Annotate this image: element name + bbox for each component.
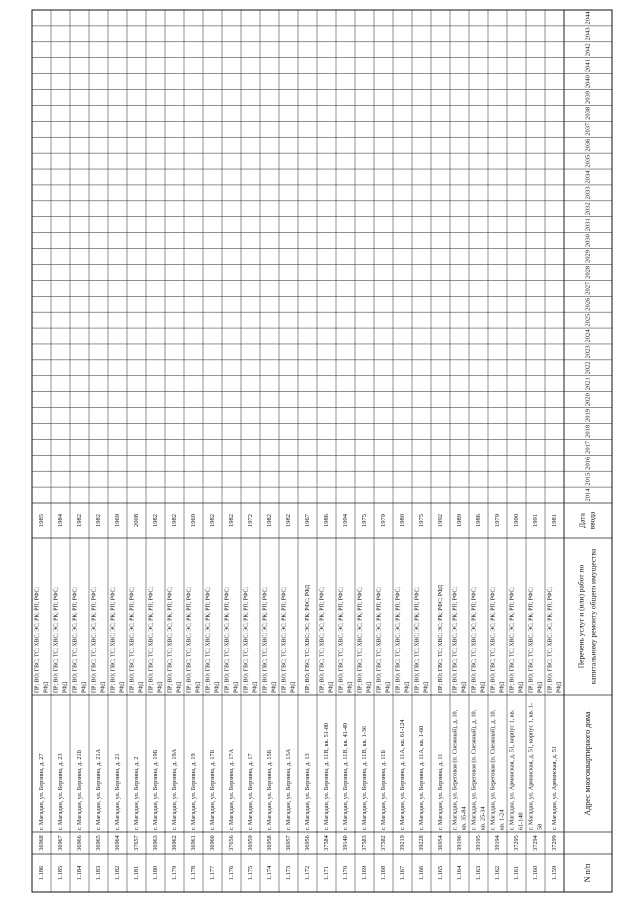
row-year: 1991 xyxy=(531,514,539,527)
row-address: г. Магадан, ул. Берзина, д. 2 xyxy=(132,756,140,830)
header-year: Дата xyxy=(577,513,587,528)
header-services: капитальному ремонту общего имущества xyxy=(588,548,598,685)
row-year: 1975 xyxy=(360,514,368,527)
row-services: ПР; ВО; ГВС; ТС; ХВС; ЭС; РК; РП; РФС; xyxy=(395,587,402,693)
row-address: г. Магадан, ул. Берзина, д. 17 xyxy=(246,753,254,830)
row-number: 1.181 xyxy=(132,865,140,881)
row-number: 1.185 xyxy=(56,865,64,881)
row-services: ПР; ВО; ГВС; ТС; ХВС; ЭС; РК; РП; РФС; xyxy=(205,587,212,693)
header-year-2031: 2031 xyxy=(584,218,592,232)
row-services: ПР; ВО; ГВС; ТС; ХВС; ЭС; РК; РП; РФС; xyxy=(129,587,136,693)
header-year-2023: 2023 xyxy=(584,345,592,359)
row-year: 1985 xyxy=(37,514,45,527)
row-services: ПР; ВО; ГВС; ТС; ХВС; ЭС; РК; РП; РФС; xyxy=(34,587,41,693)
row-address: г. Магадан, ул. Берзина, д. 11В, кв. 51-80 xyxy=(322,722,330,830)
row-address: г. Магадан, ул. Берзина, д. 21 xyxy=(113,753,121,830)
row-id: 37295 xyxy=(512,835,520,851)
row-services: ПР; ВО; ГВС; ТС; ХВС; ЭС; РК; РП; РФС; xyxy=(91,587,98,693)
row-address: г. Магадан, ул. Берзина, д. 11А, кв. 1-60 xyxy=(417,725,425,830)
row-number: 1.184 xyxy=(75,865,83,881)
row-services: ПР; ВО; ГВС; ТС; ХВС; ЭС; РК; РП; РФС; xyxy=(509,587,516,693)
row-id: 39194 xyxy=(493,835,501,851)
row-address: г. Магадан, ул. Берзина, д. 21Б xyxy=(75,749,83,830)
header-year: ввода xyxy=(587,511,597,530)
row-number: 1.171 xyxy=(322,865,330,881)
row-services: РФД xyxy=(138,681,145,693)
row-services: ПР; ВО; ГВС; ТС; ХВС; ЭС; РК; РП; РФС; xyxy=(243,587,250,693)
header-year-2027: 2027 xyxy=(584,281,592,295)
row-services: ПР; ВО; ГВС; ТС; ХВС; ЭС; РК; РФС; РФД xyxy=(437,584,444,693)
row-services: РФД xyxy=(385,681,392,693)
row-id: 39219 xyxy=(398,835,406,851)
row-address: кв. 1-24 xyxy=(498,809,506,830)
header-year-2040: 2040 xyxy=(584,75,592,89)
row-number: 1.186 xyxy=(37,865,45,881)
row-services: РФД xyxy=(347,681,354,693)
row-number: 1.178 xyxy=(189,865,197,881)
header-year-2018: 2018 xyxy=(584,424,592,438)
row-address: г. Магадан, ул. Арманская, д. 51, корпус 1, кв. 1- xyxy=(527,703,535,830)
row-id: 36968 xyxy=(37,835,45,851)
header-address: Адрес многоквартирного дома xyxy=(582,711,592,816)
row-year: 1979 xyxy=(379,514,387,527)
row-year: 1982 xyxy=(170,514,178,527)
header-year-2024: 2024 xyxy=(584,329,592,343)
row-year: 1982 xyxy=(94,514,102,527)
header-year-2035: 2035 xyxy=(584,154,592,168)
header-year-2037: 2037 xyxy=(584,122,592,136)
row-address: г. Магадан, ул. Берзина, д. 27 xyxy=(37,753,45,830)
row-number: 1.163 xyxy=(474,865,482,881)
row-year: 1969 xyxy=(113,514,121,527)
row-services: РФД xyxy=(62,681,69,693)
header-year-2026: 2026 xyxy=(584,297,592,311)
row-address: г. Магадан, ул. Берзина, д. 11В, кв. 41-49 xyxy=(341,722,349,830)
header-year-2020: 2020 xyxy=(584,393,592,407)
row-address: г. Магадан, ул. Береговая (п. Снежный), д. 10, xyxy=(489,709,497,830)
row-address: г. Магадан, ул. Берзина, д. 13 xyxy=(303,753,311,830)
row-services: РФД xyxy=(290,681,297,693)
row-number: 1.175 xyxy=(246,865,254,881)
row-id: 37657 xyxy=(132,835,140,851)
row-number: 1.173 xyxy=(284,865,292,881)
row-services: ПР; ВО; ГВС; ТС; ХВС; ЭС; РК; РП; РФС; xyxy=(528,587,535,693)
row-address: г. Магадан, ул. Берзина, д. 11В, кв. 1-36 xyxy=(360,726,368,830)
row-number: 1.159 xyxy=(550,865,558,881)
row-year: 1975 xyxy=(417,514,425,527)
row-services: ПР; ВО; ГВС; ТС; ХВС; ЭС; РК; РП; РФС; xyxy=(471,587,478,693)
row-year: 1990 xyxy=(512,514,520,527)
row-services: РФД xyxy=(328,681,335,693)
row-number: 1.161 xyxy=(512,865,520,881)
row-id: 39195 xyxy=(474,835,482,851)
row-number: 1.164 xyxy=(455,865,463,881)
row-address: г. Магадан, ул. Берзина, д. 13А xyxy=(284,748,292,830)
row-address: г. Магадан, ул. Берзина, д. 21А xyxy=(94,748,102,830)
row-services: РФД xyxy=(556,681,563,693)
header-year-2017: 2017 xyxy=(584,440,592,454)
row-id: 36967 xyxy=(56,835,64,851)
row-services: РФД xyxy=(480,681,487,693)
row-address: г. Магадан, ул. Арманская, д. 51 xyxy=(550,746,558,830)
row-number: 1.170 xyxy=(341,865,349,881)
row-id: 36965 xyxy=(94,835,102,851)
header-year-2025: 2025 xyxy=(584,313,592,327)
row-services: РФД xyxy=(214,681,221,693)
row-number: 1.176 xyxy=(227,865,235,881)
row-services: РФД xyxy=(81,681,88,693)
row-services: ПР; ВО; ГВС; ТС; ХВС; ЭС; РК; РП; РФС; xyxy=(547,587,554,693)
row-services: ПР; ВО; ГВС; ТС; ХВС; ЭС; РК; РП; РФС; xyxy=(110,587,117,693)
row-services: ПР; ВО; ГВС; ТС; ХВС; ЭС; РК; РП; РФС; xyxy=(167,587,174,693)
row-address: г. Магадан, ул. Берзина, д. 19Б xyxy=(151,749,159,830)
row-year: 1982 xyxy=(284,514,292,527)
row-services: РФД xyxy=(43,681,50,693)
row-id: 37584 xyxy=(322,835,330,851)
row-id: 37582 xyxy=(379,835,387,851)
row-number: 1.168 xyxy=(379,865,387,881)
row-year: 1982 xyxy=(151,514,159,527)
row-services: РФД xyxy=(252,681,259,693)
row-address: г. Магадан, ул. Берзина, д. 11А, кв. 61-124 xyxy=(398,719,406,830)
row-services: РФД xyxy=(119,681,126,693)
row-services: РФД xyxy=(157,681,164,693)
row-address: г. Магадан, ул. Берзина, д. 17А xyxy=(227,748,235,830)
table-cells xyxy=(34,11,597,883)
row-number: 1.160 xyxy=(531,865,539,881)
row-services: ПР; ВО; ГВС; ТС; ХВС; ЭС; РК; РП; РФС; xyxy=(338,587,345,693)
row-services: ПР; ВО; ГВС; ТС; ХВС; ЭС; РК; РП; РФС; xyxy=(53,587,60,693)
row-id: 39228 xyxy=(417,835,425,851)
row-year: 1984 xyxy=(56,514,64,527)
header-year-2019: 2019 xyxy=(584,409,592,423)
row-id: 36954 xyxy=(436,835,444,851)
header-num: N п/п xyxy=(582,863,592,883)
row-number: 1.182 xyxy=(113,865,121,881)
row-services: РФД xyxy=(195,681,202,693)
row-year: 1967 xyxy=(303,514,311,527)
row-services: РФД xyxy=(271,681,278,693)
row-services: ПР; ВО; ГВС; ТС; ХВС; ЭС; РК; РП; РФС; xyxy=(376,587,383,693)
row-address: 58 xyxy=(536,823,544,830)
row-services: ПР; ВО; ГВС; ТС; ХВС; ЭС; РК; РП; РФС; xyxy=(186,587,193,693)
row-id: 36957 xyxy=(284,835,292,851)
row-id: 36956 xyxy=(303,835,311,851)
row-services: РФД xyxy=(366,681,373,693)
row-number: 1.180 xyxy=(151,865,159,881)
row-year: 1972 xyxy=(246,514,254,527)
row-id: 36961 xyxy=(189,835,197,851)
row-services: ПР; ВО; ГВС; ТС; ХВС; ЭС; РК; РП; РФС; xyxy=(319,587,326,693)
header-year-2032: 2032 xyxy=(584,202,592,216)
header-year-2036: 2036 xyxy=(584,138,592,152)
row-services: ПР; ВО; ГВС; ТС; ХВС; ЭС; РК; РП; РФС; xyxy=(72,587,79,693)
row-year: 1982 xyxy=(208,514,216,527)
row-year: 1969 xyxy=(189,514,197,527)
row-services: ПР; ВО; ГВС; ТС; ХВС; ЭС; РК; РП; РФС; xyxy=(414,587,421,693)
row-id: 39140 xyxy=(341,835,349,851)
row-year: 1982 xyxy=(265,514,273,527)
row-number: 1.162 xyxy=(493,865,501,881)
row-services: ПР; ВО; ГВС; ТС; ХВС; ЭС; РК; РП; РФС; xyxy=(357,587,364,693)
row-year: 1982 xyxy=(75,514,83,527)
row-year: 1994 xyxy=(341,514,349,527)
row-services: ПР; ВО; ГВС; ТС; ХВС; ЭС; РК; РП; РФС; xyxy=(281,587,288,693)
row-address: кв. 25-34 xyxy=(479,806,487,830)
row-services: РФД xyxy=(233,681,240,693)
row-number: 1.166 xyxy=(417,865,425,881)
row-year: 1986 xyxy=(474,514,482,527)
header-year-2021: 2021 xyxy=(584,377,592,391)
row-year: 1981 xyxy=(550,514,558,527)
row-id: 36960 xyxy=(208,835,216,851)
row-services: РФД xyxy=(499,681,506,693)
row-address: г. Магадан, ул. Берзина, д. 11Б xyxy=(379,750,387,830)
row-address: г. Магадан, ул. Берзина, д. 19 xyxy=(189,753,197,830)
row-services: ПР; ВО; ГВС; ТС; ХВС; ЭС; РК; РП; РФС; xyxy=(148,587,155,693)
header-year-2033: 2033 xyxy=(584,186,592,200)
row-number: 1.167 xyxy=(398,865,406,881)
row-id: 36959 xyxy=(246,835,254,851)
row-id: 37294 xyxy=(531,835,539,851)
row-number: 1.174 xyxy=(265,865,273,881)
row-address: кв. 35-84 xyxy=(460,806,468,830)
row-number: 1.165 xyxy=(436,865,444,881)
row-address: г. Магадан, ул. Береговая (п. Снежный), д. 10, xyxy=(451,709,459,830)
row-id: 36958 xyxy=(265,835,273,851)
row-services: ПР; ВО; ГВС; ТС; ХВС; ЭС; РК; РП; РФС; xyxy=(224,587,231,693)
row-services: РФД xyxy=(423,681,430,693)
header-year-2014: 2014 xyxy=(584,488,592,502)
row-services: РФД xyxy=(518,681,525,693)
row-services: ПР; ВО; ГВС; ТС; ХВС; ЭС; РК; РП; РФС; xyxy=(490,587,497,693)
header-year-2038: 2038 xyxy=(584,106,592,120)
row-address: г. Магадан, ул. Берзина, д. 19А xyxy=(170,748,178,830)
header-year-2028: 2028 xyxy=(584,265,592,279)
row-address: 61-140 xyxy=(517,812,525,830)
row-number: 1.183 xyxy=(94,865,102,881)
header-year-2030: 2030 xyxy=(584,234,592,248)
row-id: 39196 xyxy=(455,835,463,851)
row-services: РФД xyxy=(100,681,107,693)
row-year: 1989 xyxy=(455,514,463,527)
header-year-2015: 2015 xyxy=(584,472,592,486)
header-year-2016: 2016 xyxy=(584,456,592,470)
row-services: РФД xyxy=(461,681,468,693)
row-address: г. Магадан, ул. Берзина, д. 11 xyxy=(436,753,444,830)
row-year: 1992 xyxy=(436,514,444,527)
row-address: г. Магадан, ул. Берзина, д. 15Б xyxy=(265,749,273,830)
row-number: 1.172 xyxy=(303,865,311,881)
row-address: г. Магадан, ул. Береговая (п. Снежный), д. 10, xyxy=(470,709,478,830)
header-year-2029: 2029 xyxy=(584,250,592,263)
row-id: 36964 xyxy=(113,835,121,851)
row-address: г. Магадан, ул. Берзина, д. 23 xyxy=(56,753,64,830)
row-address: г. Магадан, ул. Берзина, д. 17Б xyxy=(208,749,216,830)
row-services: ПР; ВО; ГВС; ТС; ХВС; ЭС; РК; РФС; РФД xyxy=(304,584,311,693)
row-year: 2008 xyxy=(132,514,140,527)
row-number: 1.177 xyxy=(208,865,216,881)
header-year-2041: 2041 xyxy=(584,59,592,73)
row-number: 1.169 xyxy=(360,865,368,881)
header-year-2044: 2044 xyxy=(584,11,592,25)
header-year-2039: 2039 xyxy=(584,90,592,104)
header-year-2042: 2042 xyxy=(584,43,592,57)
row-services: ПР; ВО; ГВС; ТС; ХВС; ЭС; РК; РП; РФС; xyxy=(262,587,269,693)
row-id: 37299 xyxy=(550,835,558,851)
row-id: 37583 xyxy=(360,835,368,851)
header-year-2022: 2022 xyxy=(584,361,592,375)
row-year: 1982 xyxy=(227,514,235,527)
row-year: 1980 xyxy=(398,514,406,527)
row-number: 1.179 xyxy=(170,865,178,881)
row-address: г. Магадан, ул. Арманская, д. 51, корпус 1, кв. xyxy=(508,709,516,830)
row-id: 37656 xyxy=(227,835,235,851)
row-id: 36966 xyxy=(75,835,83,851)
row-services: РФД xyxy=(176,681,183,693)
header-year-2043: 2043 xyxy=(584,27,592,41)
row-year: 1986 xyxy=(322,514,330,527)
row-year: 1979 xyxy=(493,514,501,527)
header-services: Перечень услуг и (или) работ по xyxy=(576,564,586,669)
header-year-2034: 2034 xyxy=(584,170,592,184)
row-services: РФД xyxy=(537,681,544,693)
row-services: ПР; ВО; ГВС; ТС; ХВС; ЭС; РК; РП; РФС; xyxy=(452,587,459,693)
row-id: 36962 xyxy=(170,835,178,851)
row-id: 36963 xyxy=(151,835,159,851)
row-services: РФД xyxy=(404,681,411,693)
